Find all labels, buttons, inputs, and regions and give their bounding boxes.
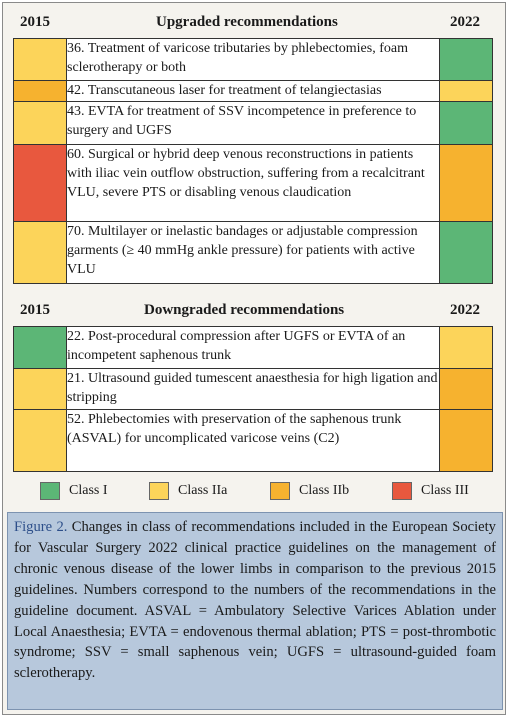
table-row	[14, 222, 493, 284]
to-class-cell	[440, 222, 493, 284]
recommendation-text: 42. Transcutaneous laser for treatment of telangiectasias	[67, 81, 440, 102]
legend-label: Class IIa	[178, 483, 228, 498]
from-class-cell	[14, 327, 67, 369]
legend-swatch	[40, 482, 60, 500]
downgraded-year-right: 2022	[450, 302, 480, 318]
to-class-cell	[440, 410, 493, 472]
from-class-cell	[14, 102, 67, 145]
to-class-cell	[440, 369, 493, 410]
recommendation-text: 52. Phlebectomies with preservation of the saphenous trunk (ASVAL) for uncomplicated varicose veins (C2)	[67, 410, 440, 472]
to-class-cell	[440, 102, 493, 145]
from-class-cell	[14, 222, 67, 284]
downgraded-table	[13, 326, 493, 472]
legend-swatch	[392, 482, 412, 500]
recommendation-text: 70. Multilayer or inelastic bandages or adjustable compression garments (≥ 40 mmHg ankle pressure) for patients with active VLU	[67, 222, 440, 284]
legend	[40, 481, 480, 503]
table-row	[14, 39, 493, 81]
recommendation-text: 36. Treatment of varicose tributaries by phlebectomies, foam sclerotherapy or both	[67, 39, 440, 81]
from-class-cell	[14, 81, 67, 102]
table-row	[14, 327, 493, 369]
table-row	[14, 81, 493, 102]
upgraded-table	[13, 38, 493, 284]
from-class-cell	[14, 369, 67, 410]
recommendation-text: 21. Ultrasound guided tumescent anaesthesia for high ligation and stripping	[67, 369, 440, 410]
upgraded-year-right: 2022	[450, 14, 480, 30]
recommendation-text: 60. Surgical or hybrid deep venous reconstructions in patients with iliac vein outflow obstruction, suffering from a recalcitrant VLU, severe PTS or disabling venous claudication	[67, 145, 440, 222]
to-class-cell	[440, 145, 493, 222]
caption-label: Figure 2.	[14, 519, 68, 535]
table-row	[14, 410, 493, 472]
from-class-cell	[14, 39, 67, 81]
table-row	[14, 145, 493, 222]
legend-swatch	[270, 482, 290, 500]
to-class-cell	[440, 81, 493, 102]
table-row	[14, 102, 493, 145]
legend-label: Class III	[421, 483, 469, 498]
figure-caption	[7, 512, 503, 710]
to-class-cell	[440, 327, 493, 369]
from-class-cell	[14, 410, 67, 472]
to-class-cell	[440, 39, 493, 81]
upgraded-year-left: 2015	[20, 14, 50, 30]
downgraded-year-left: 2015	[20, 302, 50, 318]
legend-label: Class I	[69, 483, 108, 498]
recommendation-text: 43. EVTA for treatment of SSV incompetence in preference to surgery and UGFS	[67, 102, 440, 145]
recommendation-text: 22. Post-procedural compression after UGFS or EVTA of an incompetent saphenous trunk	[67, 327, 440, 369]
from-class-cell	[14, 145, 67, 222]
downgraded-title: Downgraded recommendations	[144, 302, 345, 318]
legend-swatch	[149, 482, 169, 500]
caption-text: Changes in class of recommendations included in the European Society for Vascular Surgery 2022 clinical practice guidelines on the management of chronic venous disease of the lower limbs in comparison to the previous 2015 guidelines. Numbers correspond to the numbers of the recommendations in the guideline document. ASVAL = Ambulatory Selective Varices Ablation under Local Anaesthesia; EVTA = endovenous thermal ablation; PTS = post-thrombotic syndrome; SSV = small saphenous vein; UGFS = ultrasound-guided foam sclerotherapy.	[14, 519, 496, 682]
upgraded-title: Upgraded recommendations	[156, 14, 338, 30]
legend-label: Class IIb	[299, 483, 350, 498]
table-row	[14, 369, 493, 410]
